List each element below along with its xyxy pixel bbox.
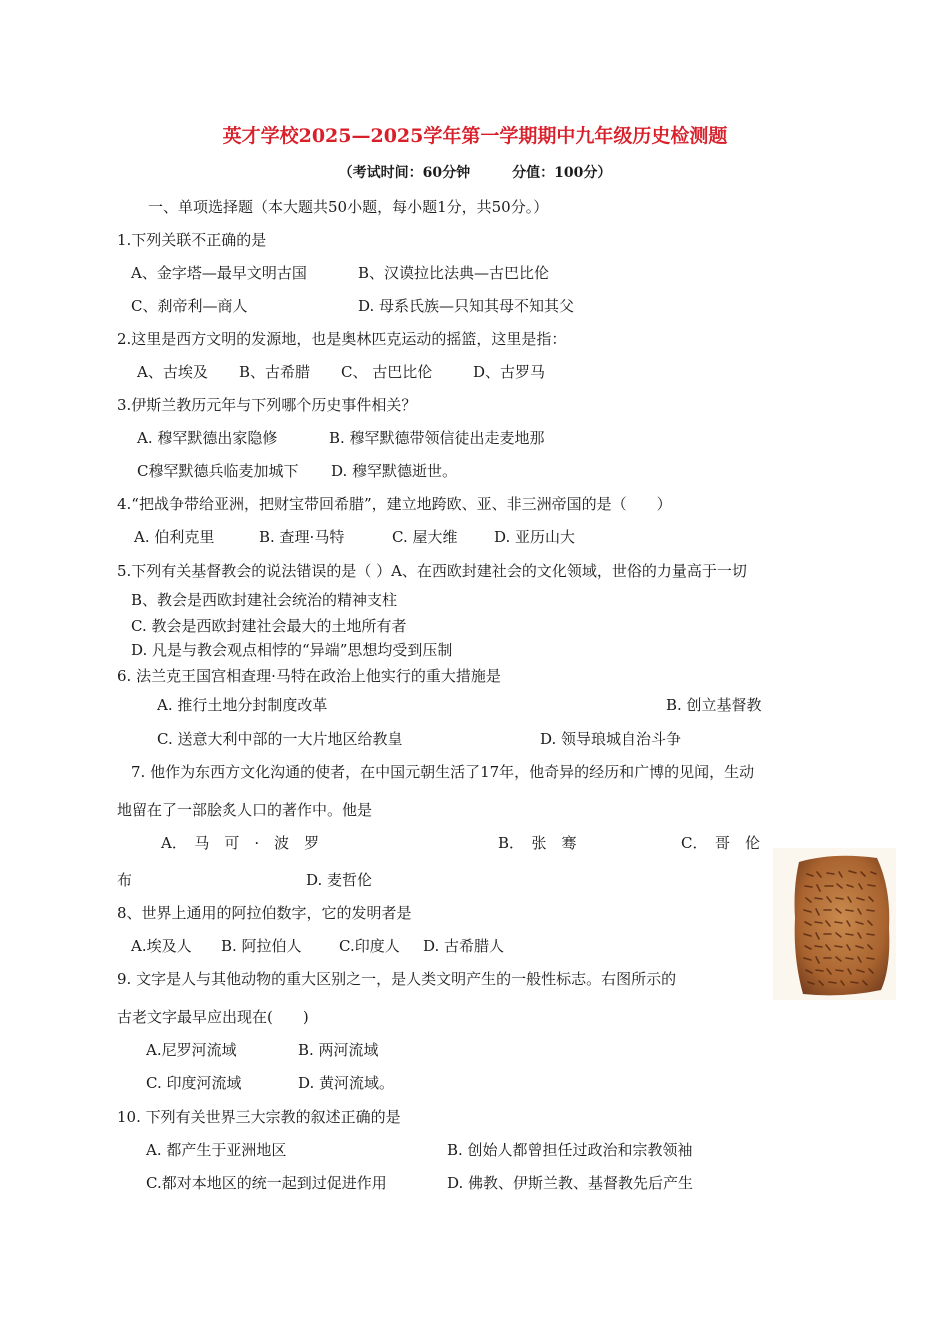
question-8-option-b: B. 阿拉伯人 [221,937,302,955]
question-8-stem: 8、世界上通用的阿拉伯数字，它的发明者是 [117,904,412,922]
question-7-option-c: C． 哥 伦 [681,834,760,852]
question-9-stem-continued: 古老文字最早应出现在( ) [117,1008,309,1026]
question-1-option-c: C、刹帝利—商人 [131,297,248,315]
question-9-option-d: D. 黄河流域。 [298,1074,395,1092]
question-4-option-b: B. 查理·马特 [259,528,345,546]
question-7-stem-continued: 地留在了一部脍炙人口的著作中。他是 [117,801,373,819]
question-1-option-b: B、汉谟拉比法典—古巴比伦 [358,264,550,282]
question-6-option-d: D. 领导琅城自治斗争 [540,730,682,748]
section-heading: 一、单项选择题（本大题共50小题，每小题1分，共50分。） [148,198,549,216]
question-2-option-d: D、古罗马 [473,363,546,381]
cuneiform-tablet-image [773,848,896,1000]
question-9-option-a: A.尼罗河流域 [146,1041,237,1059]
question-7-stem: 7. 他作为东西方文化沟通的使者，在中国元朝生活了17年，他奇异的经历和广博的见闻，生动 [131,763,755,781]
question-10-option-d: D. 佛教、伊斯兰教、基督教先后产生 [447,1174,694,1192]
question-9-option-b: B. 两河流域 [298,1041,379,1059]
question-2-option-a: A、古埃及 [137,363,208,381]
question-6-option-b: B. 创立基督教 [666,696,762,714]
question-2-stem: 2.这里是西方文明的发源地，也是奥林匹克运动的摇篮，这里是指： [117,330,567,348]
question-3-stem: 3.伊斯兰教历元年与下列哪个历史事件相关？ [117,396,417,414]
question-5-option-c: C. 教会是西欧封建社会最大的土地所有者 [131,617,407,635]
question-4-option-d: D. 亚历山大 [494,528,576,546]
question-9-stem: 9. 文字是人与其他动物的重大区别之一，是人类文明产生的一般性标志。右图所示的 [117,970,677,988]
question-4-option-a: A. 伯利克里 [134,528,215,546]
question-1-stem: 1.下列关联不正确的是 [117,231,267,249]
question-4-stem: 4.“把战争带给亚洲，把财宝带回希腊”，建立地跨欧、亚、非三洲帝国的是（ ） [117,495,672,513]
question-5-option-d: D. 凡是与教会观点相悖的“异端”思想均受到压制 [131,641,453,659]
question-2-option-c: C、 古巴比伦 [341,363,433,381]
question-5-stem: 5.下列有关基督教会的说法错误的是（ ）A、在西欧封建社会的文化领域，世俗的力量高于一切 [117,562,747,580]
question-7-option-b: B． 张 骞 [498,834,577,852]
question-7-option-a: A． 马 可 · 波 罗 [161,834,320,852]
question-10-stem: 10. 下列有关世界三大宗教的叙述正确的是 [117,1108,401,1126]
question-9-option-c: C. 印度河流域 [146,1074,242,1092]
question-3-option-b: B. 穆罕默德带领信徒出走麦地那 [329,429,545,447]
exam-info: （考试时间：60分钟 分值：100分） [338,165,612,181]
question-1-option-d: D. 母系氏族—只知其母不知其父 [358,297,575,315]
question-3-option-d: D. 穆罕默德逝世。 [331,462,458,480]
question-1-option-a: A、金字塔—最早文明古国 [131,264,307,282]
question-10-option-b: B. 创始人都曾担任过政治和宗教领袖 [447,1141,693,1159]
question-3-option-a: A. 穆罕默德出家隐修 [137,429,278,447]
page-title: 英才学校2025—2025学年第一学期期中九年级历史检测题 [222,125,728,147]
question-3-option-c: C穆罕默德兵临麦加城下 [137,462,299,480]
question-7-option-d: D. 麦哲伦 [306,871,373,889]
question-5-option-b: B、教会是西欧封建社会统治的精神支柱 [131,591,398,609]
question-6-option-a: A. 推行土地分封制度改革 [157,696,328,714]
question-7-option-c-continued: 布 [117,871,133,889]
question-6-option-c: C. 送意大利中部的一大片地区给教皇 [157,730,403,748]
question-8-option-d: D. 古希腊人 [423,937,505,955]
question-2-option-b: B、古希腊 [239,363,311,381]
question-4-option-c: C. 屋大维 [392,528,458,546]
question-10-option-a: A. 都产生于亚洲地区 [146,1141,287,1159]
question-10-option-c: C.都对本地区的统一起到过促进作用 [146,1174,387,1192]
question-8-option-c: C.印度人 [339,937,400,955]
question-8-option-a: A.埃及人 [131,937,192,955]
question-6-stem: 6. 法兰克王国宫相查理·马特在政治上他实行的重大措施是 [117,667,501,685]
